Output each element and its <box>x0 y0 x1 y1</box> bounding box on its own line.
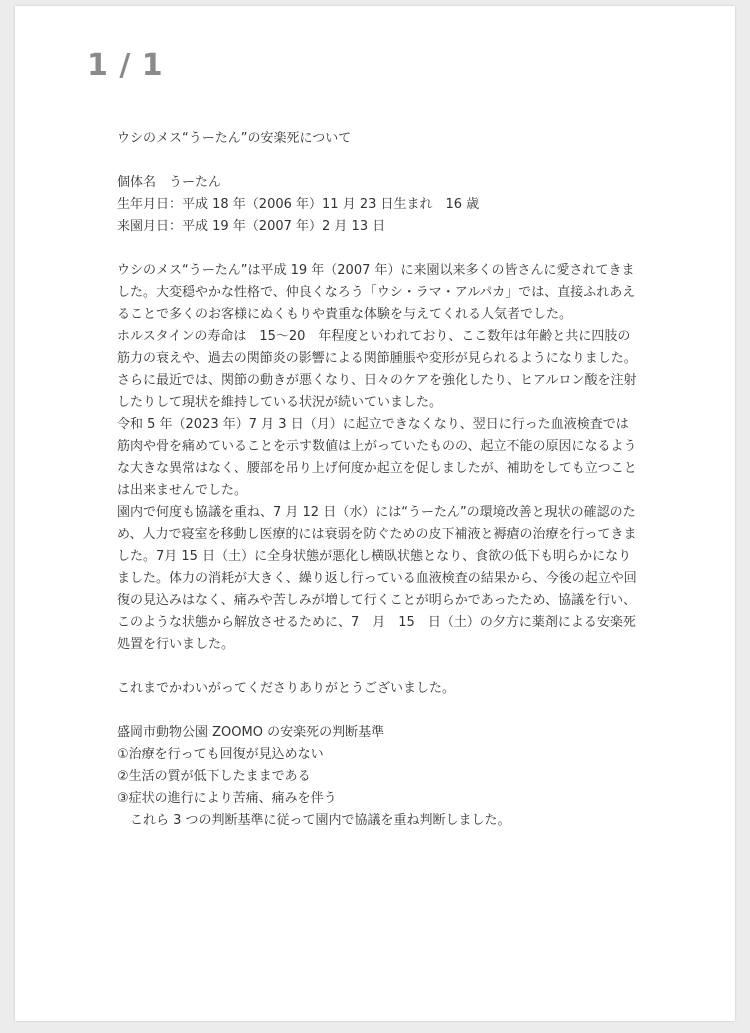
profile-arrival: 来園月日：平成 19 年（2007 年）2 月 13 日 <box>117 219 386 234</box>
document-body <box>117 128 637 832</box>
page-counter: 1 / 1 <box>87 48 164 83</box>
criteria-item: ②生活の質が低下したままである <box>117 769 311 784</box>
criteria-item: ①治療を行っても回復が見込めない <box>117 747 324 762</box>
spacer <box>117 700 637 722</box>
paragraph: ホルスタインの寿命は 15～20 年程度といわれており、ここ数年は年齢と共に四肢の筋力の衰えや、過去の関節炎の影響による関節腫脹や変形が見られるようになりました。さらに最近では、関節の動きが悪くなり、日々のケアを強化したり、ヒアルロン酸を注射したりして現状を維持している状況が続いていました。 <box>117 329 637 410</box>
profile-name: 個体名 うーたん <box>117 175 222 190</box>
spacer <box>117 656 637 678</box>
spacer <box>117 238 637 260</box>
profile-birth: 生年月日：平成 18 年（2006 年）11 月 23 日生まれ 16 歳 <box>117 197 480 212</box>
document-title: ウシのメス“うーたん”の安楽死について <box>117 131 352 146</box>
thanks-message: これまでかわいがってくださりありがとうございました。 <box>117 681 456 696</box>
paragraph: 園内で何度も協議を重ね、7 月 12 日（水）には“うーたん”の環境改善と現状の確認のため、人力で寝室を移動し医療的には衰弱を防ぐための皮下補液と褥瘡の治療を行ってきました。7月 15 日（土）に全身状態が悪化し横臥状態となり、食欲の低下も明らかになりました。体力の消耗が大きく、繰り返し行っている血液検査の結果から、今後の起立や回復の見込みはなく、痛みや苦しみが増して行くことが明らかであったため、協議を行い、このような状態から解放させるために、7 月 15 日（土）の夕方に薬剤による安楽死処置を行いました。 <box>117 505 637 652</box>
spacer <box>117 150 637 172</box>
criteria-heading: 盛岡市動物公園 ZOOMO の安楽死の判断基準 <box>117 725 385 740</box>
criteria-conclusion: これら 3 つの判断基準に従って園内で協議を重ね判断しました。 <box>117 813 511 828</box>
paragraph: ウシのメス“うーたん”は平成 19 年（2007 年）に来園以来多くの皆さんに愛されてきました。大変穏やかな性格で、仲良くなろう「ウシ・ラマ・アルパカ」では、直接ふれあえることで多くのお客様にぬくもりや貴重な体験を与えてくれる人気者でした。 <box>117 263 636 322</box>
document-page <box>15 6 735 1021</box>
paragraph: 令和 5 年（2023 年）7 月 3 日（月）に起立できなくなり、翌日に行った血液検査では筋肉や骨を痛めていることを示す数値は上がっていたものの、起立不能の原因になるような大きな異常はなく、腰部を吊り上げ何度か起立を促しましたが、補助をしても立つことは出来ませんでした。 <box>117 417 637 498</box>
criteria-item: ③症状の進行により苦痛、痛みを伴う <box>117 791 337 806</box>
